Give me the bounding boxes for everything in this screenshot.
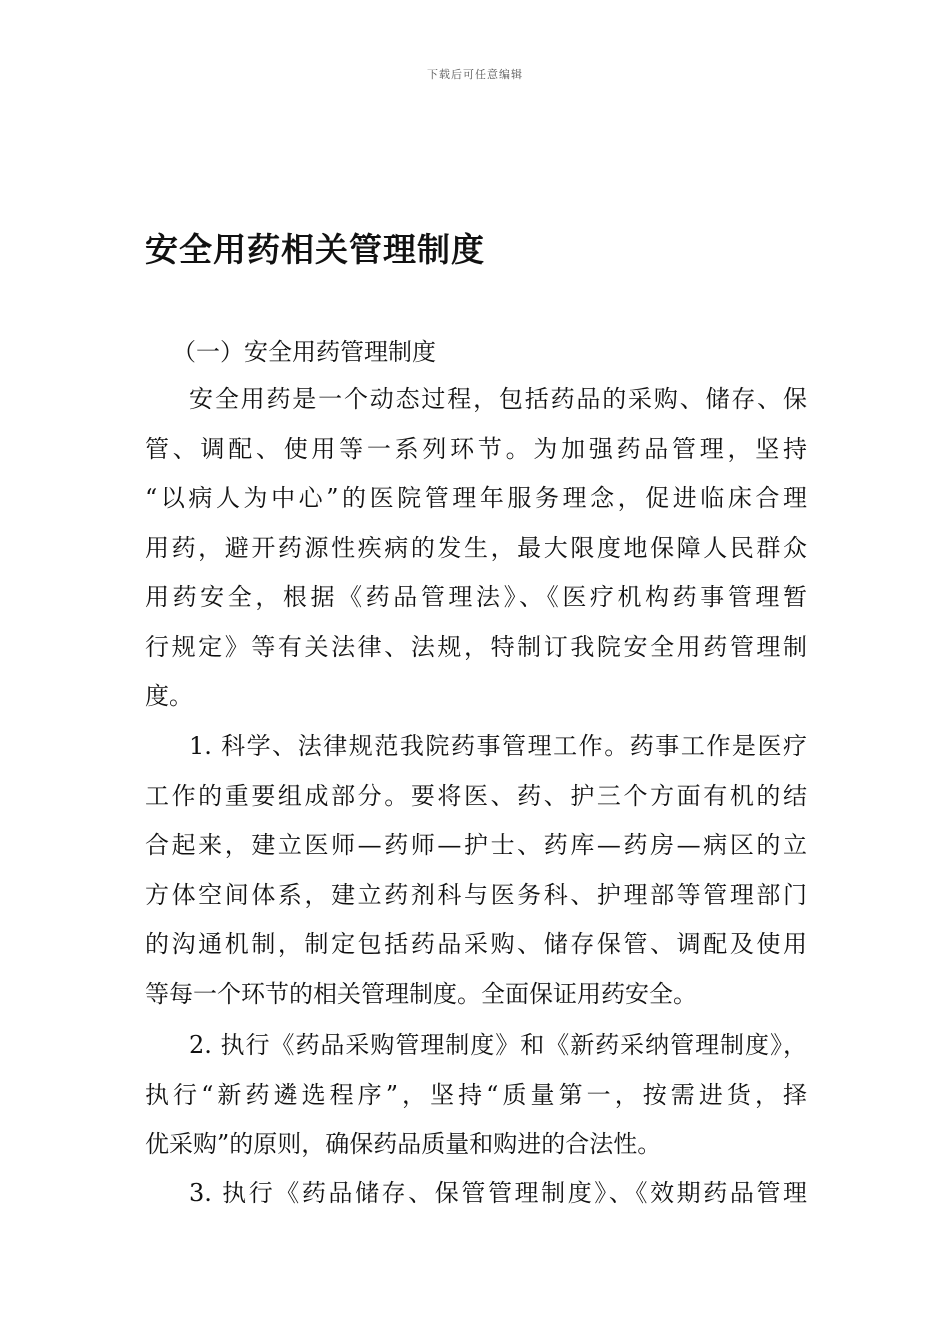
paragraph-line: 用药，避开药源性疾病的发生，最大限度地保障人民群众 [145,533,807,562]
paragraph-line: 执行“新药遴选程序”，坚持“质量第一，按需进货，择 [145,1080,807,1109]
paragraph-line: 等每一个环节的相关管理制度。全面保证用药安全。 [145,979,697,1008]
paragraph-line: 工作的重要组成部分。要将医、药、护三个方面有机的结 [145,781,807,810]
paragraph-line: “以病人为中心”的医院管理年服务理念，促进临床合理 [145,484,807,512]
paragraph-line: 优采购”的原则，确保药品质量和购进的合法性。 [145,1130,662,1158]
paragraph-line: 安全用药是一个动态过程，包括药品的采购、储存、保 [189,385,807,413]
document-title: 安全用药相关管理制度 [145,230,485,269]
paragraph-intro [145,375,807,722]
paragraph-line: 度。 [145,682,193,710]
paragraph-line: 3. 执行《药品储存、保管管理制度》、《效期药品管理 [189,1179,807,1207]
paragraph-line: 的沟通机制，制定包括药品采购、储存保管、调配及使用 [145,930,807,958]
paragraph-item-2 [145,1021,807,1170]
paragraph-line: 合起来，建立医师—药师—护士、药库—药房—病区的立 [145,831,807,859]
paragraph-line: 1. 科学、法律规范我院药事管理工作。药事工作是医疗 [189,732,807,760]
paragraph-item-3 [145,1169,807,1219]
header-note: 下载后可任意编辑 [427,68,523,81]
section-heading: （一）安全用药管理制度 [172,338,436,366]
paragraph-line: 行规定》等有关法律、法规，特制订我院安全用药管理制 [145,632,807,661]
paragraph-item-1 [145,722,807,1019]
paragraph-line: 管、调配、使用等一系列环节。为加强药品管理，坚持 [145,434,807,463]
paragraph-line: 用药安全，根据《药品管理法》、《医疗机构药事管理暂 [145,583,807,611]
paragraph-line: 2. 执行《药品采购管理制度》和《新药采纳管理制度》， [189,1031,807,1059]
paragraph-line: 方体空间体系，建立药剂科与医务科、护理部等管理部门 [145,880,807,909]
